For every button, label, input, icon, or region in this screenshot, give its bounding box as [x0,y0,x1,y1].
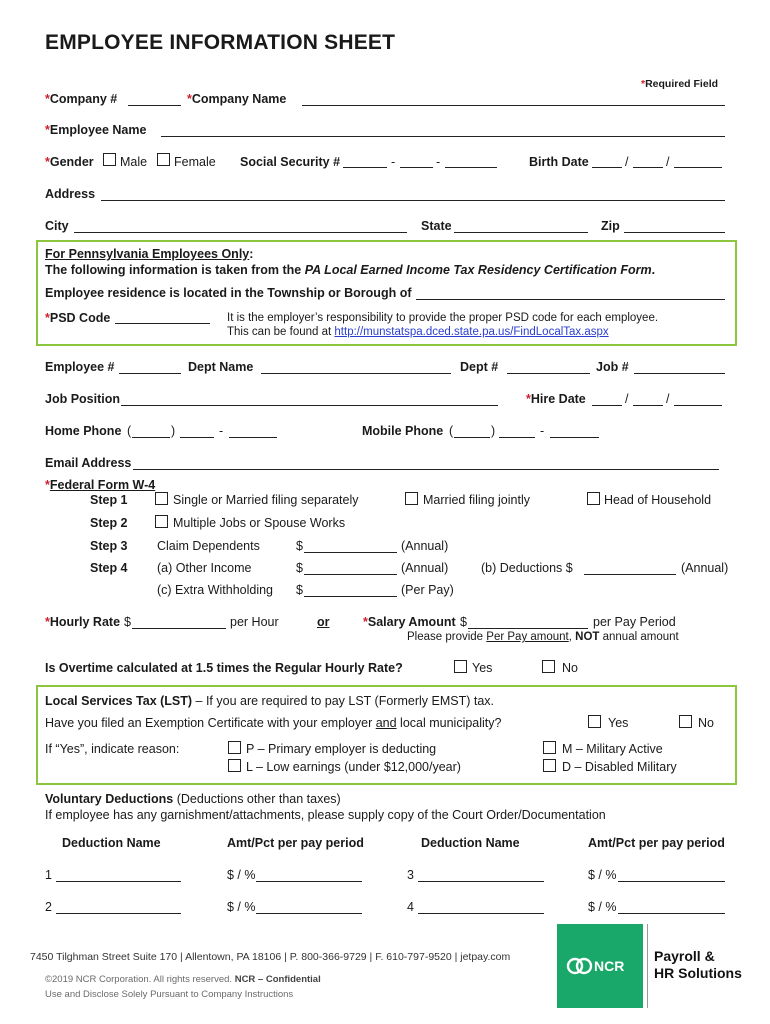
deduction-name-field-4[interactable] [418,913,544,914]
email-label: Email Address [45,456,132,470]
w4-married-jointly-label: Married filing jointly [423,493,530,507]
lst-yes-label: Yes [608,716,629,730]
w4-single-checkbox[interactable] [155,492,168,505]
company-name-field[interactable] [302,105,725,106]
job-position-label: Job Position [45,392,120,406]
w4-claim-dependents-label: Claim Dependents [157,539,260,553]
mobile-phone-area-field[interactable] [454,437,490,438]
overtime-question: Is Overtime calculated at 1.5 times the Regular Hourly Rate? [45,661,403,675]
lst-question: Have you filed an Exemption Certificate with your employer and local municipality? [45,716,502,730]
w4-step1-label: Step 1 [90,493,128,507]
ssn-separator: - [391,155,396,169]
overtime-yes-label: Yes [472,661,493,675]
dept-name-label: Dept Name [188,360,254,374]
gender-female-checkbox[interactable] [157,153,170,166]
deduction-row-number: 3 [407,868,414,882]
home-phone-line-field[interactable] [229,437,277,438]
date-separator: / [666,392,670,406]
paren-close: ) [171,424,176,438]
salary-note: Please provide Per Pay amount, NOT annual amount [407,631,679,643]
gender-male-checkbox[interactable] [103,153,116,166]
w4-extra-withholding-field[interactable] [304,596,397,597]
deduction-amount-field-1[interactable] [256,881,362,882]
lst-title: Local Services Tax (LST) – If you are required to pay LST (Formerly EMST) tax. [45,694,495,708]
w4-step4-label: Step 4 [90,561,128,575]
lst-reason-p-label: P – Primary employer is deducting [246,742,437,756]
date-separator: / [625,392,629,406]
footer-address: 7450 Tilghman Street Suite 170 | Allentown, PA 18106 | P. 800-366-9729 | F. 610-797-9520 | jetpay.com [30,951,511,963]
city-label: City [45,219,69,233]
ssn-label: Social Security # [240,155,341,169]
dollar-sign: $ [296,539,303,553]
w4-label: *Federal Form W-4 [45,478,156,492]
company-name-label: *Company Name [187,92,287,106]
paren-open: ( [127,424,132,438]
job-position-field[interactable] [121,405,498,406]
date-separator: / [625,155,629,169]
annual-note: (Annual) [401,539,449,553]
ssn-field-1[interactable] [343,167,387,168]
gender-male-label: Male [120,155,148,169]
per-pay-period-label: per Pay Period [593,615,676,629]
deduction-amount-field-3[interactable] [618,881,725,882]
w4-single-label: Single or Married filing separately [173,493,359,507]
date-separator: / [666,155,670,169]
amount-header: Amt/Pct per pay period [227,836,364,850]
company-number-field[interactable] [128,105,181,106]
paren-close: ) [491,424,496,438]
w4-multiple-jobs-checkbox[interactable] [155,515,168,528]
home-phone-area-field[interactable] [132,437,170,438]
deduction-name-header: Deduction Name [421,836,520,850]
ncr-logo-text: NCR [594,958,625,974]
page-title: EMPLOYEE INFORMATION SHEET [45,31,396,54]
pa-residence-field[interactable] [416,299,725,300]
required-note: *Required Field [641,78,719,90]
w4-married-jointly-checkbox[interactable] [405,492,418,505]
lst-reason-d-checkbox[interactable] [543,759,556,772]
lst-reason-l-label: L – Low earnings (under $12,000/year) [246,760,461,774]
job-number-field[interactable] [634,373,725,374]
deduction-name-header: Deduction Name [62,836,161,850]
amount-header: Amt/Pct per pay period [588,836,725,850]
salary-amount-label: *Salary Amount [363,615,456,629]
dollar-sign: $ [460,615,467,629]
zip-field[interactable] [624,232,725,233]
deduction-amount-field-4[interactable] [618,913,725,914]
w4-head-of-household-checkbox[interactable] [587,492,600,505]
w4-head-of-household-label: Head of Household [604,493,712,507]
per-hour-label: per Hour [230,615,279,629]
deduction-name-field-2[interactable] [56,913,181,914]
dept-number-field[interactable] [507,373,590,374]
psd-code-label: *PSD Code [45,311,111,325]
w4-multiple-jobs-label: Multiple Jobs or Spouse Works [173,516,346,530]
w4-deductions-field[interactable] [584,574,676,575]
ssn-field-2[interactable] [400,167,433,168]
amount-prefix: $ / % [227,900,256,914]
overtime-yes-checkbox[interactable] [454,660,467,673]
deduction-name-field-3[interactable] [418,881,544,882]
w4-step3-label: Step 3 [90,539,128,553]
ssn-field-3[interactable] [445,167,497,168]
dept-name-field[interactable] [261,373,451,374]
birth-month-field[interactable] [592,167,622,168]
voluntary-note: If employee has any garnishment/attachments, please supply copy of the Court Order/Documentation [45,808,606,822]
company-number-label: *Company # [45,92,118,106]
lst-reason-m-label: M – Military Active [562,742,663,756]
hourly-rate-label: *Hourly Rate [45,615,121,629]
address-label: Address [45,187,96,201]
deduction-name-field-1[interactable] [56,881,181,882]
annual-note: (Annual) [681,561,729,575]
w4-other-income-label: (a) Other Income [157,561,252,575]
birth-year-field[interactable] [674,167,722,168]
email-field[interactable] [133,469,719,470]
lst-reason-m-checkbox[interactable] [543,741,556,754]
or-label: or [317,615,330,629]
hire-day-field[interactable] [633,405,663,406]
amount-prefix: $ / % [588,868,617,882]
w4-dependents-field[interactable] [304,552,397,553]
lst-reason-l-checkbox[interactable] [228,759,241,772]
footer-disclose: Use and Disclose Solely Pursuant to Company Instructions [45,989,294,1000]
employee-name-field[interactable] [161,136,725,137]
zip-label: Zip [601,219,620,233]
brand-line-1: Payroll & [654,948,715,964]
lst-yes-checkbox[interactable] [588,715,601,728]
mobile-phone-prefix-field[interactable] [499,437,535,438]
city-field[interactable] [74,232,407,233]
amount-prefix: $ / % [588,900,617,914]
overtime-no-checkbox[interactable] [542,660,555,673]
psd-code-field[interactable] [115,323,210,324]
overtime-no-label: No [562,661,578,675]
mobile-phone-label: Mobile Phone [362,424,444,438]
birth-day-field[interactable] [633,167,663,168]
employee-number-label: Employee # [45,360,115,374]
footer-copyright: ©2019 NCR Corporation. All rights reserved. NCR – Confidential [45,974,321,985]
dept-number-label: Dept # [460,360,499,374]
pa-heading: For Pennsylvania Employees Only: [45,247,254,261]
deduction-row-number: 4 [407,900,414,914]
psd-link-line: This can be found at http://munstatspa.dced.state.pa.us/FindLocalTax.aspx [227,326,609,338]
pa-form-note: The following information is taken from the PA Local Earned Income Tax Residency Certification Form. [45,263,656,277]
w4-step2-label: Step 2 [90,516,128,530]
w4-deductions-label: (b) Deductions $ [481,561,573,575]
home-phone-label: Home Phone [45,424,122,438]
gender-label: *Gender [45,155,94,169]
employee-number-field[interactable] [119,373,181,374]
address-field[interactable] [101,200,725,201]
brand-line-2: HR Solutions [654,965,742,981]
lst-no-checkbox[interactable] [679,715,692,728]
home-phone-prefix-field[interactable] [180,437,214,438]
mobile-phone-line-field[interactable] [550,437,599,438]
employee-name-label: *Employee Name [45,123,147,137]
dollar-sign: $ [296,583,303,597]
lst-reason-p-checkbox[interactable] [228,741,241,754]
w4-other-income-field[interactable] [304,574,397,575]
per-pay-note: (Per Pay) [401,583,454,597]
job-number-label: Job # [596,360,629,374]
psd-note: It is the employer’s responsibility to provide the proper PSD code for each employee. [227,312,659,324]
lst-no-label: No [698,716,714,730]
phone-separator: - [219,424,224,438]
salary-amount-field[interactable] [468,628,588,629]
phone-separator: - [540,424,545,438]
hire-date-label: *Hire Date [526,392,586,406]
hire-month-field[interactable] [592,405,622,406]
annual-note: (Annual) [401,561,449,575]
dollar-sign: $ [296,561,303,575]
deduction-row-number: 1 [45,868,52,882]
footer-divider [647,924,648,1008]
gender-female-label: Female [174,155,216,169]
amount-prefix: $ / % [227,868,256,882]
birth-date-label: Birth Date [529,155,589,169]
dollar-sign: $ [124,615,131,629]
state-label: State [421,219,452,233]
ssn-separator: - [436,155,441,169]
voluntary-title: Voluntary Deductions (Deductions other than taxes) [45,792,341,806]
ncr-logo [557,924,643,1008]
psd-lookup-link[interactable]: http://munstatspa.dced.state.pa.us/FindLocalTax.aspx [334,326,609,338]
hire-year-field[interactable] [674,405,722,406]
hourly-rate-field[interactable] [132,628,226,629]
pa-residence-label: Employee residence is located in the Township or Borough of [45,286,412,300]
lst-reason-label: If “Yes”, indicate reason: [45,742,180,756]
paren-open: ( [449,424,454,438]
lst-reason-d-label: D – Disabled Military [562,760,677,774]
deduction-amount-field-2[interactable] [256,913,362,914]
state-field[interactable] [454,232,588,233]
deduction-row-number: 2 [45,900,52,914]
w4-extra-withholding-label: (c) Extra Withholding [157,583,274,597]
